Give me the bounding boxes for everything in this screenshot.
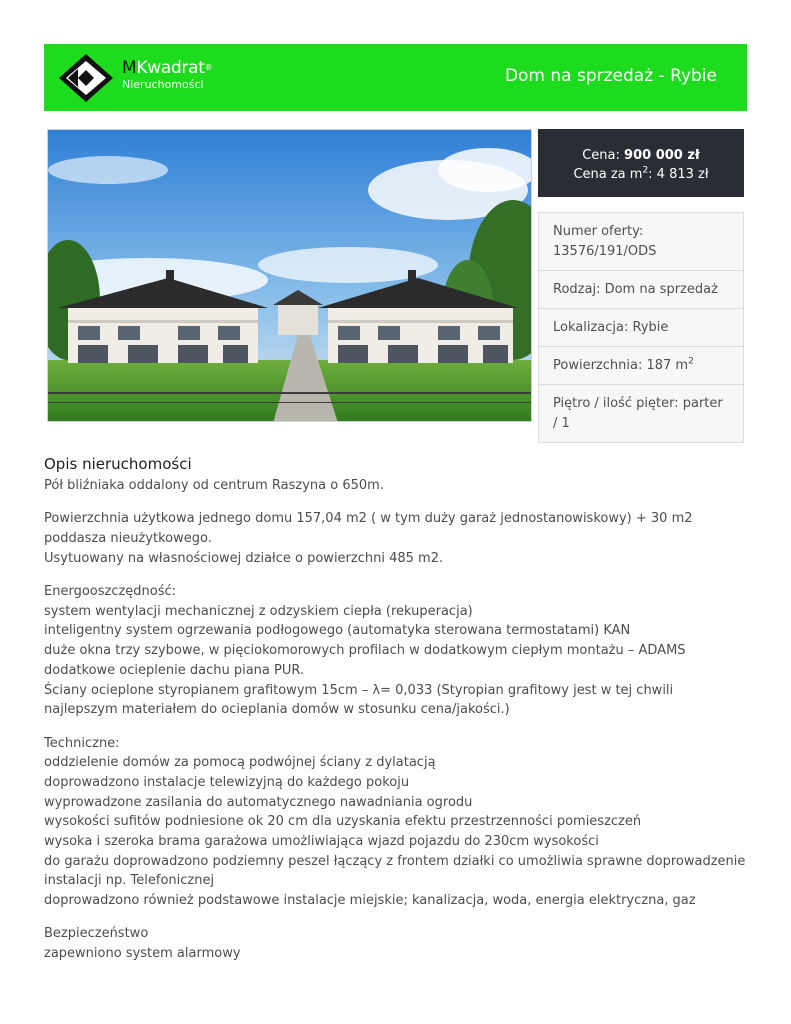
energy-line: dodatkowe ocieplenie dachu piana PUR. bbox=[44, 662, 305, 678]
logo-m: M bbox=[122, 58, 137, 78]
detail-area-sup: 2 bbox=[688, 356, 694, 367]
price-label: Cena: bbox=[582, 148, 625, 163]
description-heading: Opis nieruchomości bbox=[44, 455, 192, 473]
property-photo-image bbox=[48, 130, 532, 422]
description-technical bbox=[44, 734, 749, 911]
logo-kwadrat: Kwadrat bbox=[136, 58, 205, 78]
description-area-line: Powierzchnia użytkowa jednego domu 157,04 m2 ( w tym duży garaż jednostanowiskowy) + 30 m2 poddasza nieużytkowego. bbox=[44, 511, 693, 546]
detail-area-label: Powierzchnia: 187 m bbox=[553, 358, 689, 373]
detail-floor: Piętro / ilość pięter: parter / 1 bbox=[539, 384, 743, 442]
price-per-m2-sup: 2 bbox=[642, 165, 649, 176]
price-line bbox=[538, 146, 744, 165]
technical-line: doprowadzono instalacje telewizyjną do każdego pokoju bbox=[44, 774, 410, 790]
price-per-m2-line bbox=[538, 165, 744, 184]
description-section bbox=[44, 455, 749, 977]
price-box bbox=[538, 129, 744, 197]
description-area bbox=[44, 509, 749, 568]
technical-line: do garażu doprowadzono podziemny peszel łączący z frontem działki co umożliwia sprawne doprowadzenie instalacji np. Telefonicznej bbox=[44, 853, 746, 889]
description-plot-line: Usytuowany na własnościowej działce o powierzchni 485 m2. bbox=[44, 550, 444, 566]
property-photo[interactable] bbox=[47, 129, 532, 422]
price-per-m2-label: Cena za m bbox=[573, 167, 643, 182]
security-line: zapewniono system alarmowy bbox=[44, 946, 241, 962]
header-bar bbox=[44, 44, 747, 111]
price-value: 900 000 zł bbox=[624, 148, 700, 163]
description-energy bbox=[44, 582, 749, 720]
registered-mark: ® bbox=[204, 63, 213, 72]
description-security bbox=[44, 924, 749, 963]
description-intro: Pół bliźniaka oddalony od centrum Raszyna o 650m. bbox=[44, 478, 384, 493]
energy-line: inteligentny system ogrzewania podłogowego (automatyka sterowana termostatami) KAN bbox=[44, 623, 631, 639]
technical-line: Techniczne: bbox=[44, 735, 120, 751]
technical-line: doprowadzono również podstawowe instalacje miejskie; kanalizacja, woda, energia elektryczna, gaz bbox=[44, 893, 696, 909]
energy-line: system wentylacji mechanicznej z odzyskiem ciepła (rekuperacja) bbox=[44, 603, 473, 619]
technical-line: wysokości sufitów podniesione ok 20 cm dla uzyskania efektu przestrzenności pomieszczeń bbox=[44, 814, 642, 830]
technical-line: oddzielenie domów za pomocą podwójnej ściany z dylatacją bbox=[44, 755, 436, 771]
energy-line: Ściany ocieplone styropianem grafitowym 15cm – λ= 0,033 (Styropian grafitowy jest w tej chwili najlepszym materiałem do ocieplania domów w stosunku cena/jakości.) bbox=[44, 682, 674, 718]
logo-subtitle: Nieruchomości bbox=[122, 78, 204, 91]
logo-text bbox=[122, 58, 212, 91]
security-line: Bezpieczeństwo bbox=[44, 926, 149, 942]
technical-line: wyprowadzone zasilania do automatycznego nawadniania ogrodu bbox=[44, 794, 473, 810]
detail-location: Lokalizacja: Rybie bbox=[539, 308, 743, 346]
energy-line: duże okna trzy szybowe, w pięciokomorowych profilach w dodatkowym ciepłym montażu – ADAMS bbox=[44, 643, 686, 659]
detail-offer-number: Numer oferty: 13576/191/ODS bbox=[553, 224, 657, 259]
page-title: Dom na sprzedaż - Rybie bbox=[504, 66, 717, 86]
detail-area bbox=[539, 346, 743, 384]
energy-line: Energooszczędność: bbox=[44, 584, 177, 599]
m-kwadrat-logo-icon bbox=[58, 53, 114, 103]
technical-line: wysoka i szeroka brama garażowa umożliwiająca wjazd pojazdu do 230cm wysokości bbox=[44, 834, 599, 850]
price-per-m2-value: : 4 813 zł bbox=[648, 167, 709, 182]
details-table bbox=[538, 212, 744, 443]
detail-type: Rodzaj: Dom na sprzedaż bbox=[539, 270, 743, 308]
logo-name bbox=[122, 58, 212, 78]
